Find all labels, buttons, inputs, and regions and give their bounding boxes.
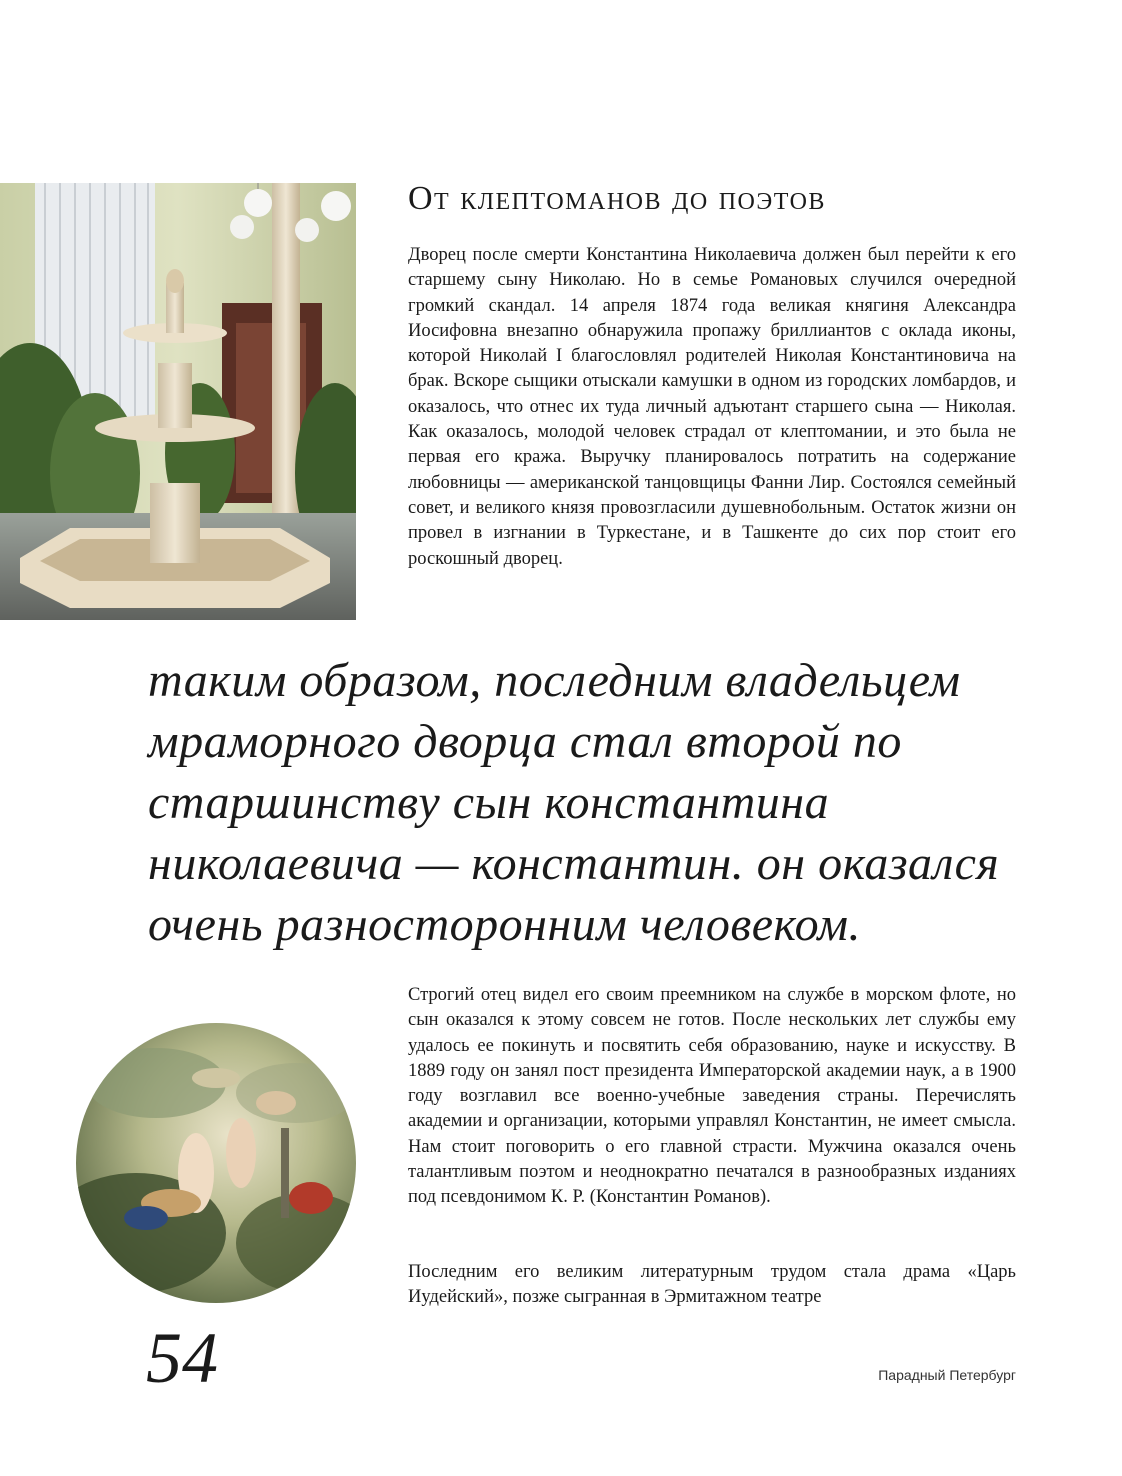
section-title: От клептоманов до поэтов bbox=[408, 180, 826, 217]
publication-name: Парадный Петербург bbox=[878, 1367, 1016, 1383]
paragraph-2: Строгий отец видел его своим преемником на службе в морском флоте, но сын оказался к этому совсем не готов. После нескольких лет службы ему удалось ее покинуть и посвятить себя образованию, науке и искусству. В 1889 году он занял пост президента Императорской академии наук, а в 1900 году возглавил все военно-учебные заведения страны. Перечислять академии и организации, которыми управлял Константин, не имеет смысла. Нам стоит поговорить о его главной страсти. Мужчина оказался очень талантливым поэтом и неоднократно печатался в разнообразных изданиях под псевдонимом К. Р. (Константин Романов). bbox=[408, 985, 1016, 1208]
paragraph-1: Дворец после смерти Константина Николаевича должен был перейти к его старшему сыну Николаю. Но в семье Романовых случился очередной громкий скандал. 14 апреля 1874 года великая княгиня Александра Иосифовна внезапно обнаружила пропажу бриллиантов с оклада иконы, которой Николай I благословлял родителей Николая Константиновича на брак. Вскоре сыщики отыскали камушки в одном из городских ломбардов, и оказалось, что отнес их туда личный адъютант старшего сына — Николая. Как оказалось, молодой человек страдал от клептомании, и это была не первая его кража. Выручку планировалось потратить на содержание любовницы — американской танцовщицы Фанни Лир. Состоялся семейный совет, и великого князя провозгласили душевнобольным. Остаток жизни он провел в изгнании в Туркестане, и в Ташкенте до сих пор стоит его роскошный дворец. bbox=[408, 245, 1016, 569]
ceiling-painting-photo bbox=[76, 1023, 356, 1303]
paragraph-3: Последним его великим литературным трудом стала драма «Царь Иудейский», позже сыгранная в Эрмитажном театре bbox=[408, 1262, 1016, 1308]
fountain-hall-photo bbox=[0, 183, 356, 620]
page-number: 54 bbox=[146, 1318, 218, 1398]
pull-quote: таким образом, последним владельцем мраморного дворца стал второй по старшинству сын константина николаевича — константин. он оказался очень разносторонним человеком. bbox=[148, 654, 1000, 951]
